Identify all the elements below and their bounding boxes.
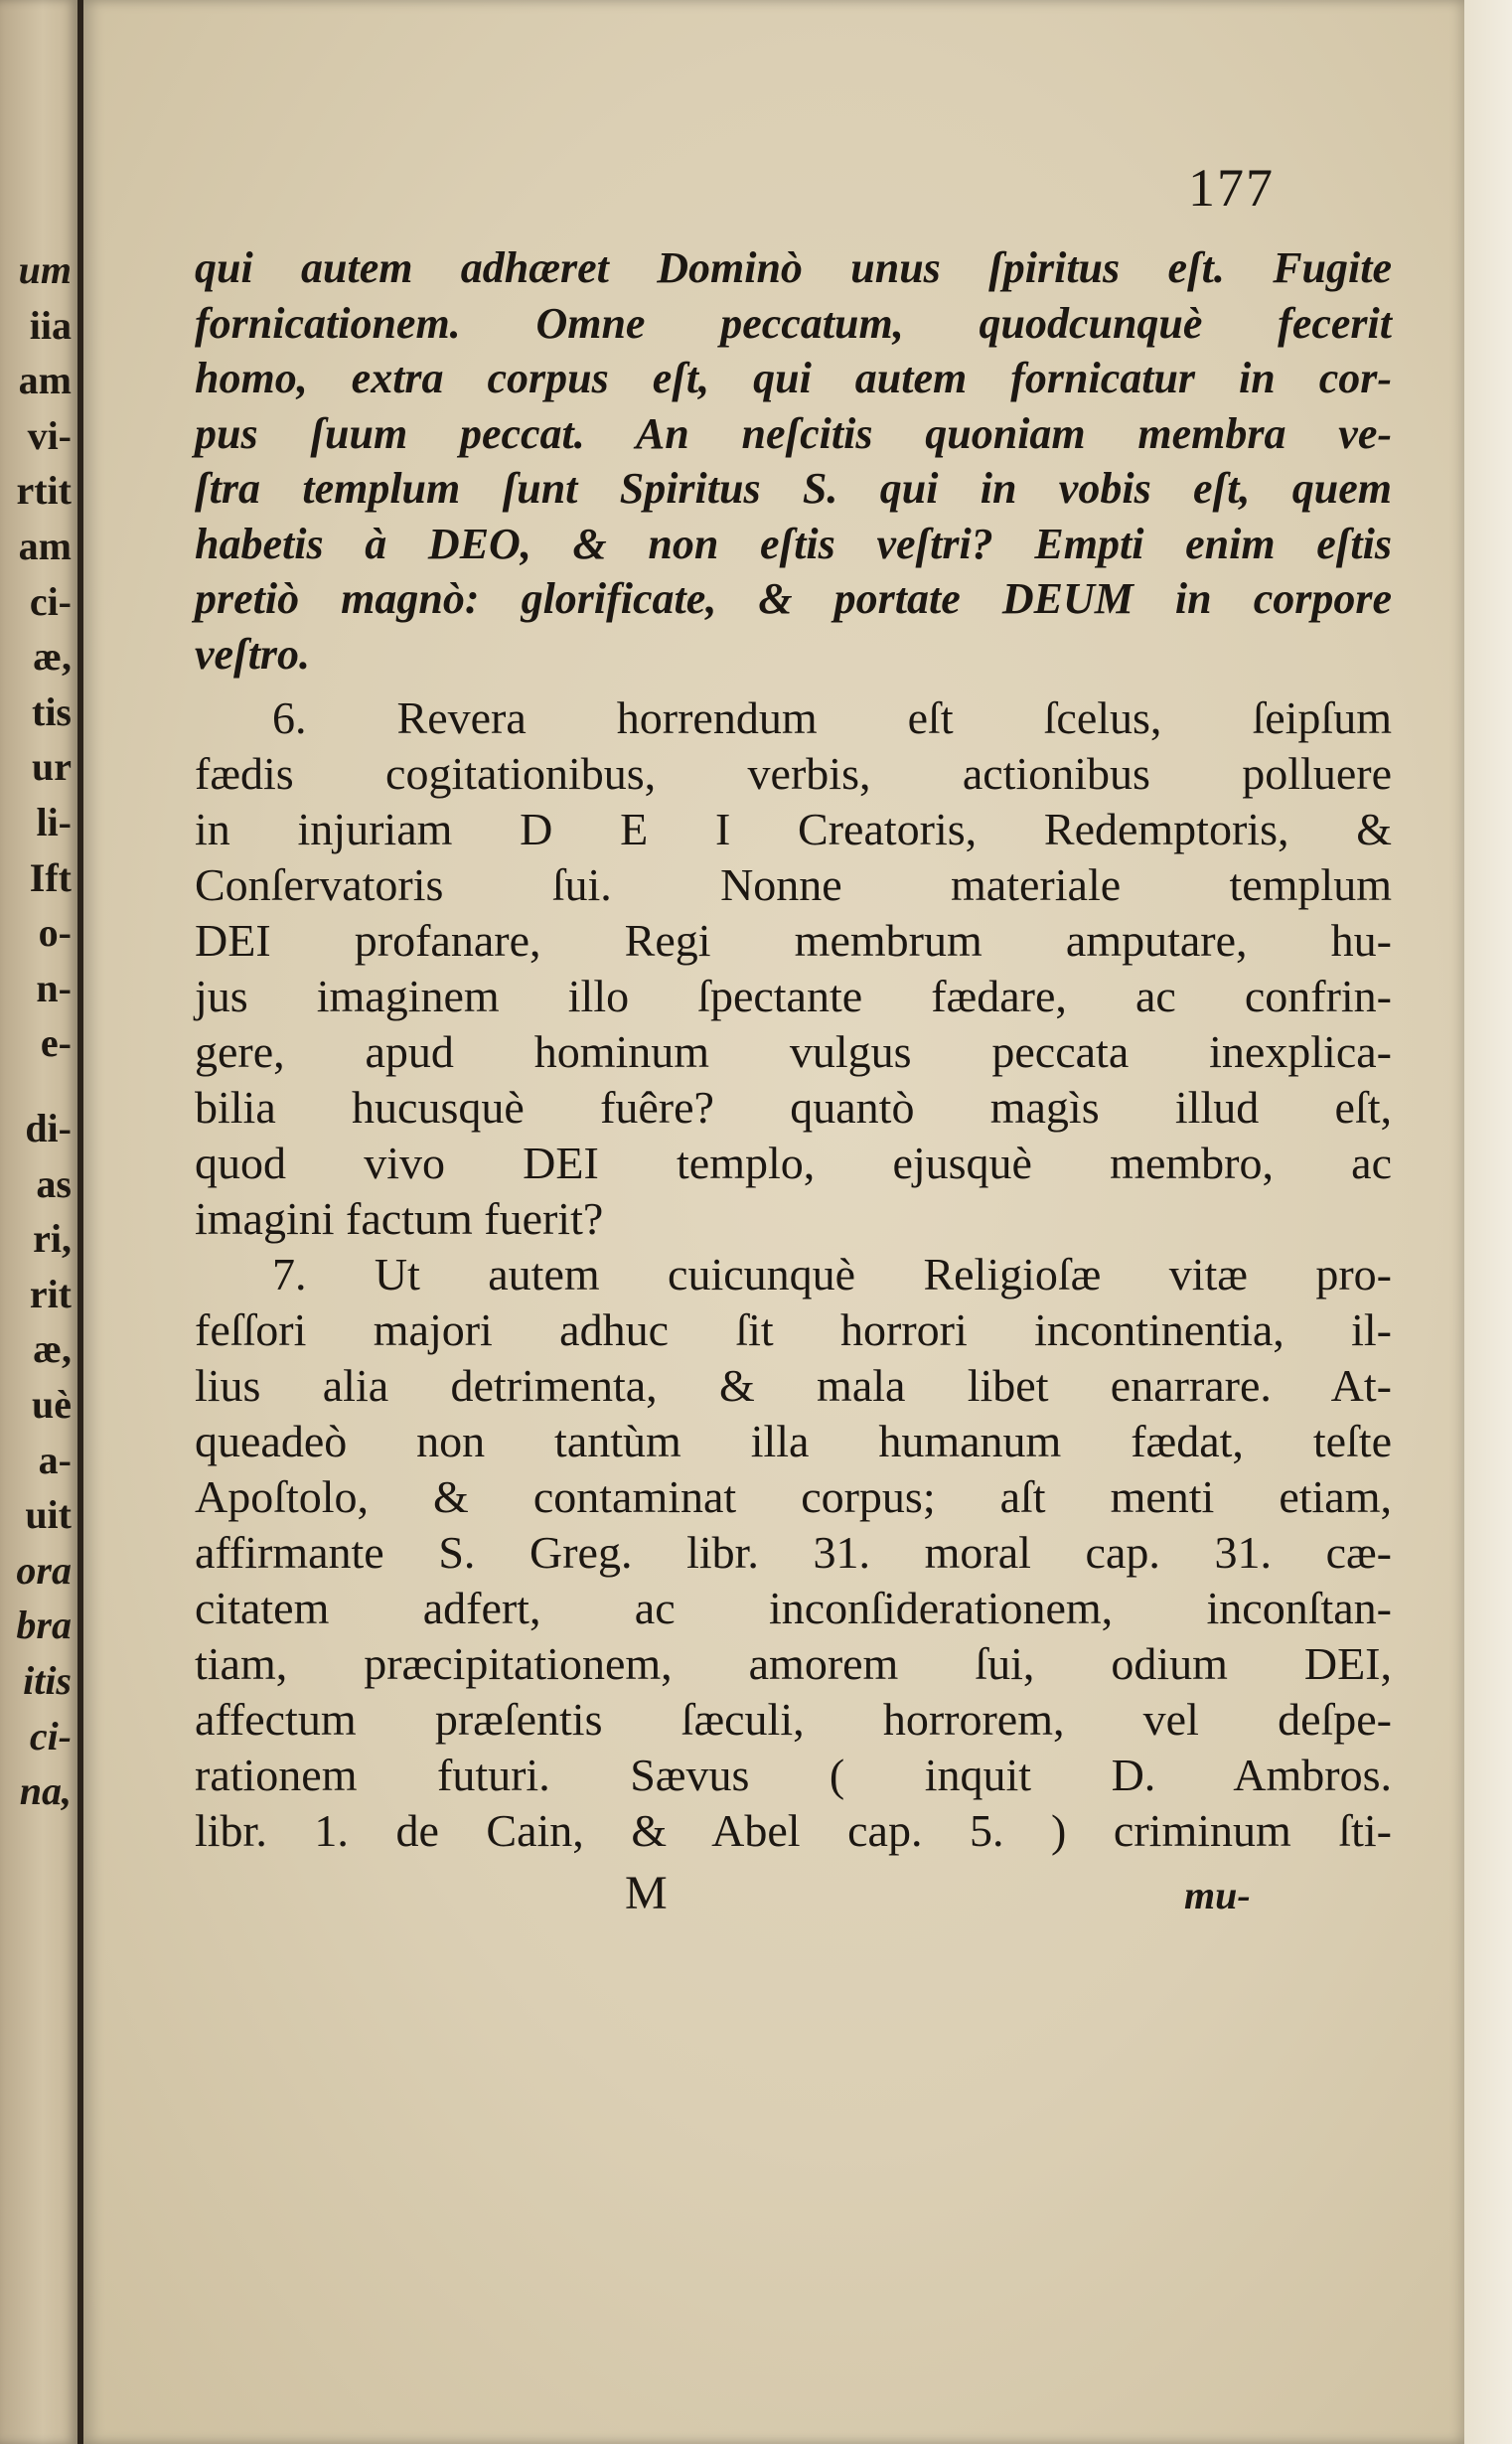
left-page-fragment: æ, xyxy=(33,1326,72,1372)
text-line: lius alia detrimenta, & mala libet enarrare. At- xyxy=(195,1360,1392,1411)
text-line: affirmante S. Greg. libr. 31. moral cap. 31. cæ- xyxy=(195,1527,1392,1578)
page-margin-edge xyxy=(1464,0,1512,2444)
text-line: pus ſuum peccat. An neſcitis quoniam membra ve- xyxy=(195,408,1392,458)
text-line: feſſori majori adhuc ſit horrori incontinentia, il- xyxy=(195,1304,1392,1355)
text-line: Conſervatoris ſui. Nonne materiale templum xyxy=(195,859,1392,910)
left-page-fragment: ci- xyxy=(29,1713,72,1758)
text-line: fædis cogitationibus, verbis, actionibus polluere xyxy=(195,748,1392,799)
text-line: veſtro. xyxy=(195,629,311,679)
left-page-fragment: tis xyxy=(32,688,72,734)
left-page-fragment: iia xyxy=(29,302,72,348)
left-page-fragment: n- xyxy=(36,965,72,1010)
text-line: bilia hucusquè fuêre? quantò magìs illud eſt, xyxy=(195,1082,1392,1133)
left-page-fragment: uit xyxy=(25,1492,72,1538)
text-line: DEI profanare, Regi membrum amputare, hu- xyxy=(195,915,1392,966)
text-line: fornicationem. Omne peccatum, quodcunquè fecerit xyxy=(195,298,1392,348)
left-page-fragment: am xyxy=(18,524,72,568)
text-line: imagini factum fuerit? xyxy=(195,1193,604,1244)
text-line: habetis à DEO, & non eſtis veſtri? Empti enim eſtis xyxy=(195,519,1392,568)
left-page-fragment: rit xyxy=(29,1271,72,1316)
left-page-fragment: di- xyxy=(25,1106,72,1150)
left-page-fragment: ri, xyxy=(33,1216,72,1262)
text-line: queadeò non tantùm illa humanum fædat, teſte xyxy=(195,1416,1392,1466)
text-line: 6. Revera horrendum eſt ſcelus, ſeipſum xyxy=(272,692,1392,743)
left-page-fragment: o- xyxy=(38,910,72,956)
text-line: jus imaginem illo ſpectante fædare, ac confrin- xyxy=(195,971,1392,1021)
text-line: citatem adfert, ac inconſiderationem, inconſtan- xyxy=(195,1583,1392,1633)
text-line: Apoſtolo, & contaminat corpus; aſt menti etiam, xyxy=(195,1471,1392,1522)
left-page-fragment: rtit xyxy=(16,468,72,514)
left-page-fragment: uè xyxy=(32,1382,72,1427)
left-page-fragment: li- xyxy=(36,800,72,844)
text-line: gere, apud hominum vulgus peccata inexplica- xyxy=(195,1026,1392,1077)
left-page-fragment: itis xyxy=(23,1658,72,1703)
left-page-fragment: e- xyxy=(40,1020,72,1066)
left-page-fragment: am xyxy=(18,358,72,403)
left-page-fragment: ci- xyxy=(29,578,72,624)
text-line: 7. Ut autem cuicunquè Religioſæ vitæ pro- xyxy=(272,1249,1392,1299)
left-page-fragment: vi- xyxy=(27,412,72,458)
text-line: affectum præſentis ſæculi, horrorem, vel deſpe- xyxy=(195,1694,1392,1745)
left-page-fragment: æ, xyxy=(33,634,72,680)
left-page-fragment: um xyxy=(18,247,72,292)
text-line: libr. 1. de Cain, & Abel cap. 5. ) criminum ſti- xyxy=(195,1805,1392,1856)
text-line: homo, extra corpus eſt, qui autem fornicatur in cor- xyxy=(195,354,1392,402)
left-page-fragment: na, xyxy=(19,1768,72,1814)
text-line: ſtra templum ſunt Spiritus S. qui in vobis eſt, quem xyxy=(195,464,1392,513)
left-page-fragment: a- xyxy=(38,1437,72,1482)
text-line: qui autem adhæret Dominò unus ſpiritus eſt. Fugite xyxy=(195,243,1392,292)
text-line: pretiò magnò: glorificate, & portate DEUM in corpore xyxy=(195,574,1392,623)
left-page-fragment: as xyxy=(36,1160,72,1206)
left-page-fragment: Ift xyxy=(29,854,72,900)
left-page-fragment: bra xyxy=(16,1603,72,1648)
book-page xyxy=(83,0,1464,2444)
left-page-fragment: ora xyxy=(16,1547,72,1593)
page-number: 177 xyxy=(1188,158,1275,218)
text-line: quod vivo DEI templo, ejusquè membro, ac xyxy=(195,1138,1392,1188)
text-line: in injuriam D E I Creatoris, Redemptoris, & xyxy=(195,804,1392,854)
previous-page-edge xyxy=(0,0,77,2444)
catchword: mu- xyxy=(1184,1873,1251,1917)
signature-mark: M xyxy=(625,1867,668,1919)
text-line: rationem futuri. Sævus ( inquit D. Ambros. xyxy=(195,1750,1392,1800)
text-line: tiam, præcipitationem, amorem ſui, odium DEI, xyxy=(195,1638,1392,1689)
left-page-fragment: ur xyxy=(32,744,72,790)
